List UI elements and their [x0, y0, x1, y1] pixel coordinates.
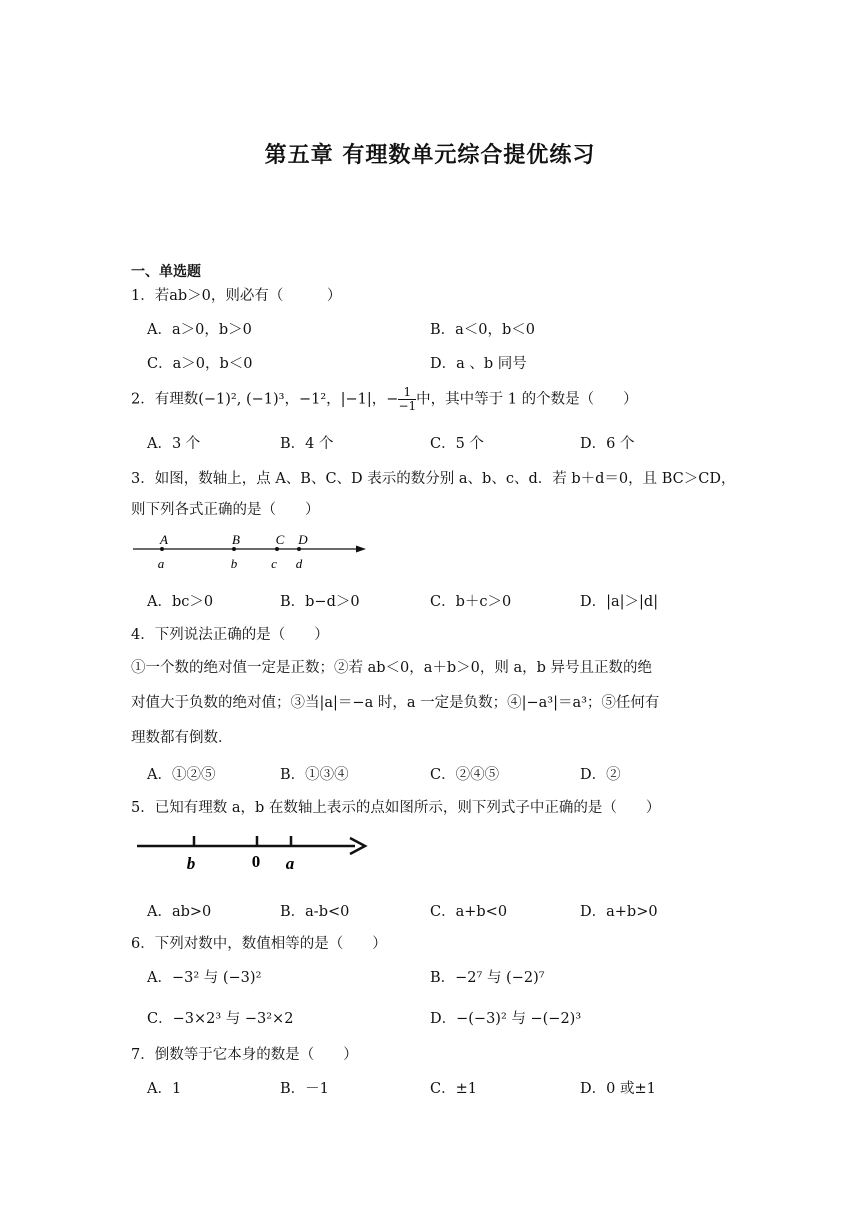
q3-option-d: D．|a|＞|d| [580, 594, 659, 610]
q6-option-c: C．−3×2³ 与 −3²×2 [147, 1011, 294, 1027]
q2-stem-post: 中，其中等于 1 的个数是（ ） [416, 391, 638, 408]
q4-option-a: A．①②⑤ [147, 767, 216, 783]
q3-point-a [160, 547, 164, 551]
document-title: 第五章 有理数单元综合提优练习 [264, 143, 596, 168]
q4-option-c: C．②④⑤ [430, 767, 500, 783]
question-4-body-line-2: 对值大于负数的绝对值；③当|a|＝−a 时，a 一定是负数；④|−a³|＝a³；⑤任何有 [131, 695, 660, 711]
question-5-stem: 5．已知有理数 a，b 在数轴上表示的点如图所示，则下列式子中正确的是（ ） [131, 800, 661, 816]
q3-point-d [297, 547, 301, 551]
q6-option-a: A．−3² 与 (−3)² [147, 970, 262, 986]
q2-option-d: D．6 个 [580, 436, 635, 452]
q3-point-c [275, 547, 279, 551]
q5-label-a: a [285, 854, 295, 873]
q3-option-c: C．b＋c＞0 [430, 594, 512, 610]
q5-option-b: B．a-b<0 [280, 904, 350, 920]
q1-option-b: B．a＜0，b＜0 [430, 322, 536, 338]
question-4-body-line-3: 理数都有倒数． [131, 730, 233, 746]
question-3-line-2: 则下列各式正确的是（ ） [131, 502, 320, 518]
question-7-stem: 7．倒数等于它本身的数是（ ） [131, 1047, 358, 1063]
q5-option-a: A．ab>0 [147, 904, 212, 920]
q3-point-d-upper: D [298, 532, 308, 547]
q1-option-d: D．a 、b 同号 [430, 356, 527, 372]
q7-option-d: D．0 或±1 [580, 1081, 656, 1097]
q3-point-c-lower: c [271, 556, 277, 571]
q4-option-d: D．② [580, 767, 621, 783]
q1-option-c: C．a＞0，b＜0 [147, 356, 253, 372]
question-3-line-1: 3．如图，数轴上，点 A、B、C、D 表示的数分别 a、b、c、d．若 b＋d＝0，且 BC＞CD， [131, 471, 736, 487]
q3-point-b [232, 547, 236, 551]
q2-option-c: C．5 个 [430, 436, 484, 452]
q3-point-c-upper: C [275, 532, 285, 547]
q3-point-d-lower: d [295, 556, 303, 571]
q5-label-zero: 0 [251, 852, 261, 871]
q4-option-b: B．①③④ [280, 767, 349, 783]
q2-fraction [398, 386, 416, 413]
q3-point-b-upper: B [232, 532, 240, 547]
question-4-body-line-1: ①一个数的绝对值一定是正数；②若 ab＜0，a＋b＞0，则 a，b 异号且正数的绝 [131, 660, 653, 676]
q7-option-a: A．1 [147, 1081, 182, 1097]
section-heading: 一、单选题 [131, 264, 201, 280]
q5-label-b: b [186, 854, 196, 873]
q7-option-c: C．±1 [430, 1081, 477, 1097]
q6-option-d: D．−(−3)² 与 −(−2)³ [430, 1011, 582, 1027]
q3-option-a: A．bc＞0 [147, 594, 214, 610]
q5-option-c: C．a+b<0 [430, 904, 508, 920]
q3-point-a-lower: a [157, 556, 165, 571]
q3-point-a-upper: A [160, 532, 168, 547]
q6-option-b: B．−2⁷ 与 (−2)⁷ [430, 970, 545, 986]
question-2-stem [131, 386, 638, 413]
q3-axis-arrow [356, 546, 366, 553]
q5-number-line [133, 830, 373, 875]
q3-point-b-lower: b [230, 556, 238, 571]
q1-option-a: A．a＞0，b＞0 [147, 322, 252, 338]
q2-fraction-denominator: −1 [398, 399, 417, 413]
question-6-stem: 6．下列对数中，数值相等的是（ ） [131, 936, 387, 952]
q3-number-line [128, 530, 373, 575]
question-4-stem: 4．下列说法正确的是（ ） [131, 627, 329, 643]
q2-stem-pre: 2．有理数(−1)², (−1)³，−1²，|−1|，− [131, 391, 399, 408]
q2-fraction-numerator: 1 [398, 386, 416, 400]
q7-option-b: B．－1 [280, 1081, 329, 1097]
q2-option-a: A．3 个 [147, 436, 201, 452]
question-1-stem: 1．若ab＞0，则必有（ ） [131, 288, 342, 304]
q5-option-d: D．a+b>0 [580, 904, 658, 920]
q2-option-b: B．4 个 [280, 436, 334, 452]
q3-option-b: B．b−d＞0 [280, 594, 360, 610]
